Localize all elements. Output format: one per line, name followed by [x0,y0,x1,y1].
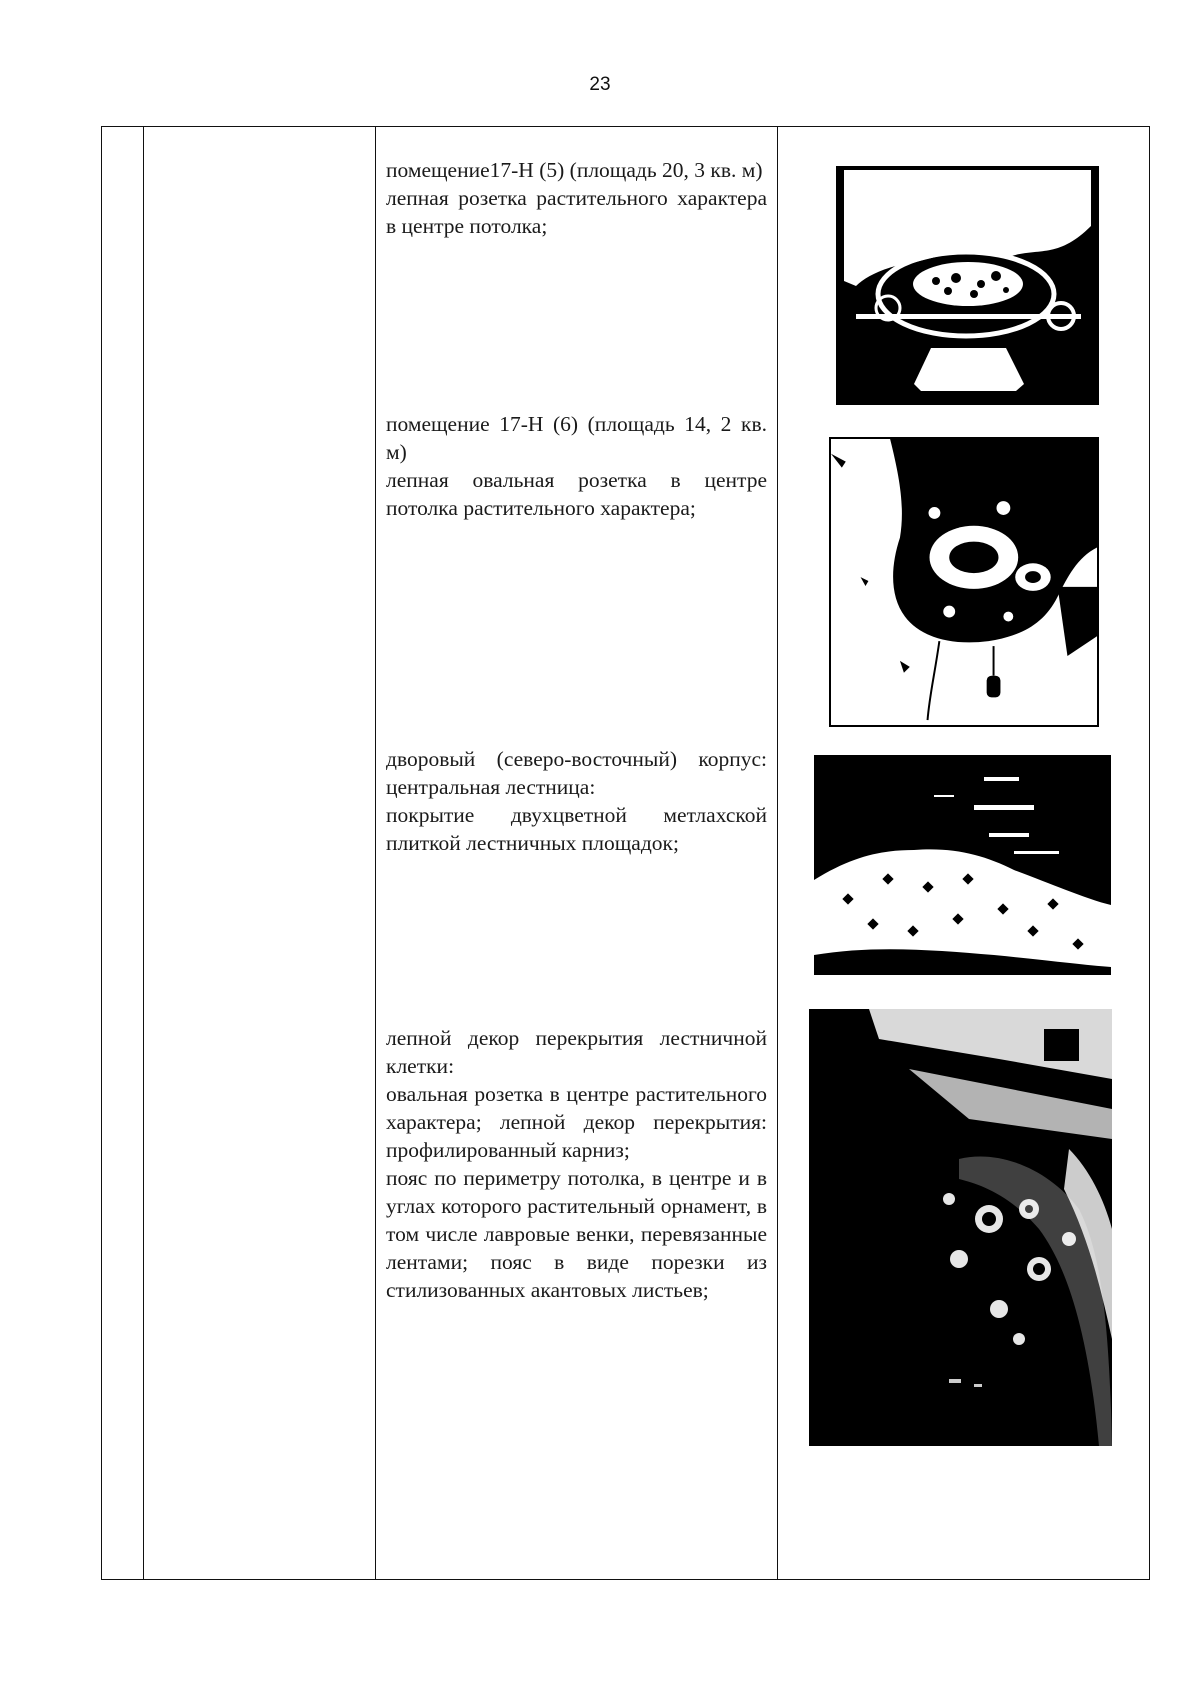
oval-rosette-photo [829,437,1099,727]
entry-heading: дворовый (северо-восточный) корпус: центральная лестница: [386,747,767,799]
entry-text: овальная розетка в центре растительного характера; лепной декор перекрытия: профилированный карниз; [386,1082,767,1162]
entry-central-staircase [386,745,767,857]
entry-heading: помещение17-Н (5) (площадь 20, 3 кв. м) [386,158,763,182]
column-divider-2 [375,127,376,1579]
staircase-ceiling-decor-photo [809,1009,1112,1446]
ceiling-rosette-photo [836,166,1099,405]
metlakh-tile-landing-photo [814,755,1111,975]
column-divider-1 [143,127,144,1579]
entry-text: лепная розетка растительного характера в центре потолка; [386,186,767,238]
entry-text-continued: пояс по периметру потолка, в центре и в углах которого растительный орнамент, в том числе лавровые венки, перевязанные лентами; пояс в виде порезки из стилизованных акантовых листьев; [386,1166,767,1302]
column-divider-3 [777,127,778,1579]
entry-room-17n-5 [386,156,767,240]
entry-room-17n-6 [386,410,767,522]
entry-staircase-ceiling-decor [386,1024,767,1304]
entry-heading: помещение 17-Н (6) (площадь 14, 2 кв. м) [386,412,767,464]
page-number: 23 [589,74,611,95]
entry-text: покрытие двухцветной метлахской плиткой лестничных площадок; [386,803,767,855]
entry-heading: лепной декор перекрытия лестничной клетки: [386,1026,767,1078]
entry-text: лепная овальная розетка в центре потолка растительного характера; [386,468,767,520]
